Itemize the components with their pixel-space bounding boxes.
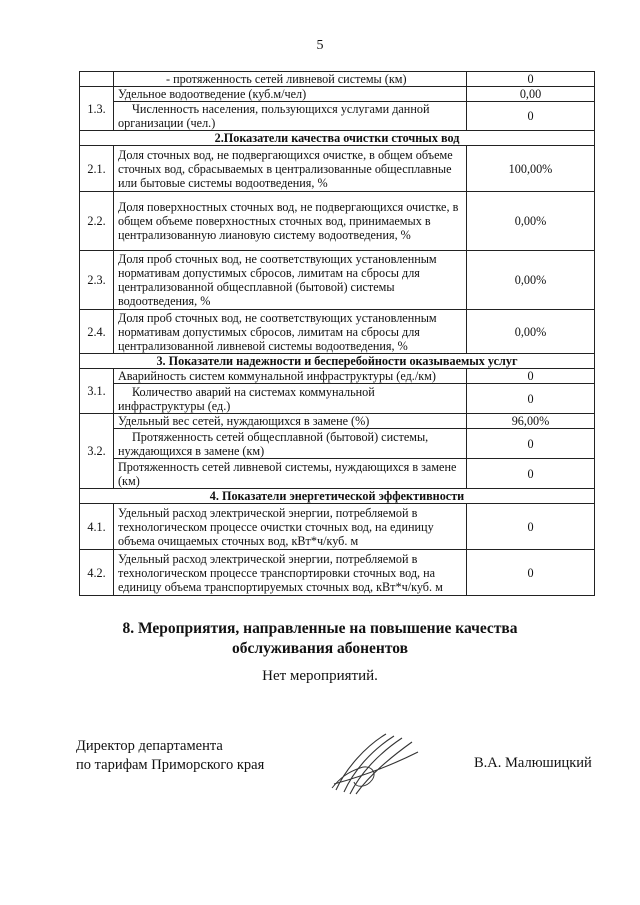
page-number: 5 bbox=[316, 38, 324, 53]
section-8-body: Нет мероприятий. bbox=[262, 668, 378, 684]
table-row bbox=[80, 72, 595, 87]
row-value: 0 bbox=[467, 102, 595, 131]
signatory-position-line-1: Директор департамента bbox=[76, 738, 223, 754]
row-value: 96,00% bbox=[467, 414, 595, 429]
row-number: 2.2. bbox=[80, 192, 114, 251]
row-value: 0,00% bbox=[467, 310, 595, 354]
section-header-row bbox=[80, 489, 595, 504]
table-row bbox=[80, 87, 595, 102]
table-row bbox=[80, 310, 595, 354]
signatory-position bbox=[76, 737, 264, 775]
row-value: 0 bbox=[467, 384, 595, 414]
row-label: Доля проб сточных вод, не соответствующих установленным нормативам допустимых сбросов, лимитам на сбросы для централизованной ливневой системы водоотведения, % bbox=[114, 310, 467, 354]
table-row bbox=[80, 504, 595, 550]
table-row bbox=[80, 192, 595, 251]
section-title: 2.Показатели качества очистки сточных вод bbox=[80, 131, 595, 146]
section-header-row bbox=[80, 354, 595, 369]
table-row bbox=[80, 102, 595, 131]
row-number: 1.3. bbox=[80, 87, 114, 131]
row-label: Удельный вес сетей, нуждающихся в замене (%) bbox=[114, 414, 467, 429]
table-row bbox=[80, 369, 595, 384]
row-value: 100,00% bbox=[467, 146, 595, 192]
section-header-row bbox=[80, 131, 595, 146]
row-label: Удельный расход электрической энергии, потребляемой в технологическом процессе транспортировки сточных вод, на единицу объема транспортируемых сточных вод, кВт*ч/куб. м bbox=[114, 550, 467, 596]
row-value: 0,00% bbox=[467, 251, 595, 310]
row-number: 4.1. bbox=[80, 504, 114, 550]
row-number: 3.2. bbox=[80, 414, 114, 489]
section-8-heading bbox=[0, 619, 640, 659]
handwritten-signature bbox=[326, 728, 422, 798]
row-value: 0 bbox=[467, 72, 595, 87]
row-value: 0 bbox=[467, 429, 595, 459]
table-row bbox=[80, 459, 595, 489]
row-label: Аварийность систем коммунальной инфраструктуры (ед./км) bbox=[114, 369, 467, 384]
section-8-title-line-1: 8. Мероприятия, направленные на повышение качества bbox=[122, 620, 518, 637]
row-value: 0 bbox=[467, 369, 595, 384]
table-row bbox=[80, 384, 595, 414]
row-label: Доля поверхностных сточных вод, не подвергающихся очистке, в общем объеме поверхностных сточных вод, принимаемых в централизованную лиановую систему водоотведения, % bbox=[114, 192, 467, 251]
row-value: 0 bbox=[467, 459, 595, 489]
row-number: 3.1. bbox=[80, 369, 114, 414]
table-row bbox=[80, 429, 595, 459]
row-number: 4.2. bbox=[80, 550, 114, 596]
table-row bbox=[80, 146, 595, 192]
row-number bbox=[80, 72, 114, 87]
row-label: Количество аварий на системах коммунальной инфраструктуры (ед.) bbox=[114, 384, 467, 414]
row-value: 0 bbox=[467, 550, 595, 596]
row-number: 2.1. bbox=[80, 146, 114, 192]
signatory-position-line-2: по тарифам Приморского края bbox=[76, 757, 265, 773]
signatory-name: В.А. Малюшицкий bbox=[474, 755, 592, 771]
table-row bbox=[80, 414, 595, 429]
row-label: Протяженность сетей ливневой системы, нуждающихся в замене (км) bbox=[114, 459, 467, 489]
row-value: 0,00 bbox=[467, 87, 595, 102]
indicators-table bbox=[79, 71, 595, 596]
row-label: Численность населения, пользующихся услугами данной организации (чел.) bbox=[114, 102, 467, 131]
row-label: Протяженность сетей общесплавной (бытовой) системы, нуждающихся в замене (км) bbox=[114, 429, 467, 459]
table-row bbox=[80, 550, 595, 596]
section-title: 3. Показатели надежности и бесперебойности оказываемых услуг bbox=[80, 354, 595, 369]
row-number: 2.4. bbox=[80, 310, 114, 354]
row-label: Доля сточных вод, не подвергающихся очистке, в общем объеме сточных вод, сбрасываемых в централизованные общесплавные или бытовые системы водоотведения, % bbox=[114, 146, 467, 192]
row-label: Удельный расход электрической энергии, потребляемой в технологическом процессе очистки сточных вод, на единицу объема очищаемых сточных вод, кВт*ч/куб. м bbox=[114, 504, 467, 550]
section-title: 4. Показатели энергетической эффективности bbox=[80, 489, 595, 504]
section-8-title-line-2: обслуживания абонентов bbox=[232, 640, 408, 657]
row-label: Удельное водоотведение (куб.м/чел) bbox=[114, 87, 467, 102]
table-row bbox=[80, 251, 595, 310]
row-label: - протяженность сетей ливневой системы (км) bbox=[114, 72, 467, 87]
row-number: 2.3. bbox=[80, 251, 114, 310]
row-value: 0 bbox=[467, 504, 595, 550]
row-label: Доля проб сточных вод, не соответствующих установленным нормативам допустимых сбросов, лимитам на сбросы для централизованной общесплавной (бытовой) системы водоотведения, % bbox=[114, 251, 467, 310]
row-value: 0,00% bbox=[467, 192, 595, 251]
